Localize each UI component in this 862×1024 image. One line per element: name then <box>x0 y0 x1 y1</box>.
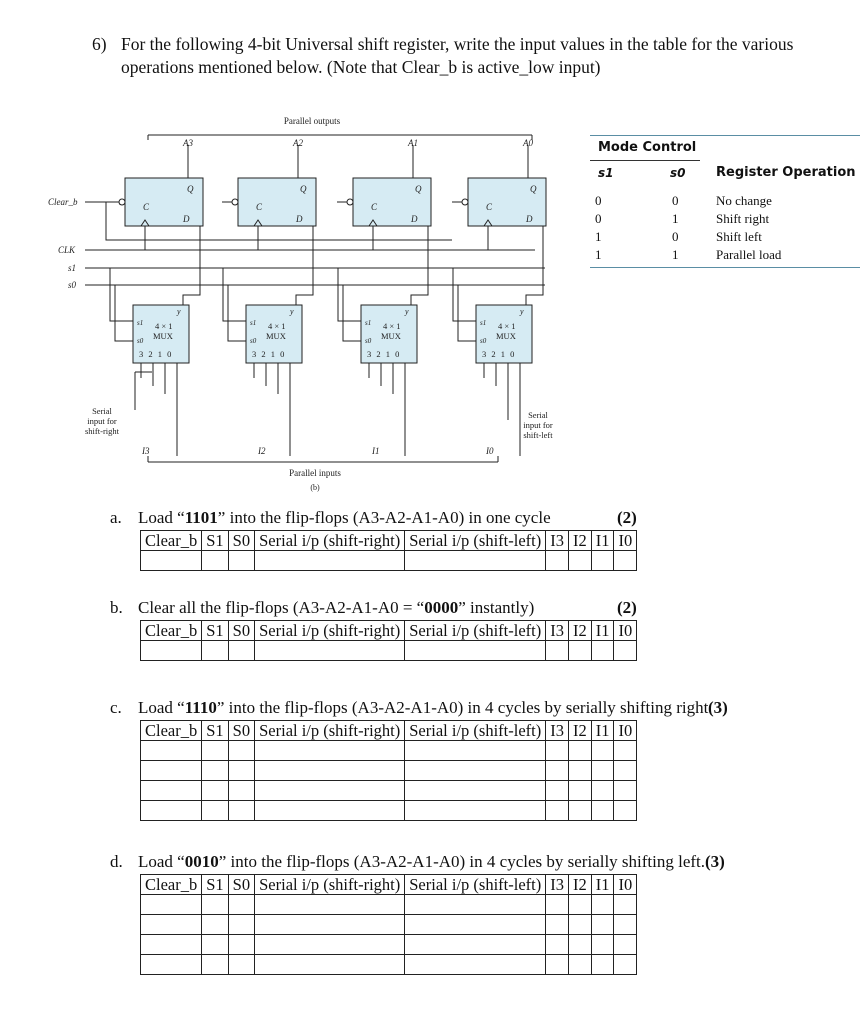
answer-cell[interactable] <box>228 761 254 781</box>
answer-cell[interactable] <box>568 955 591 975</box>
answer-cell[interactable] <box>591 935 614 955</box>
answer-cell[interactable] <box>228 641 254 661</box>
serial-right-label-2: input for <box>87 416 117 426</box>
answer-row <box>141 955 637 975</box>
answer-cell[interactable] <box>568 761 591 781</box>
header-cell: Clear_b <box>141 721 202 741</box>
mux-y-label: y <box>177 307 181 316</box>
answer-cell[interactable] <box>255 895 405 915</box>
header-cell: I0 <box>614 875 637 895</box>
question-number: 6) <box>92 34 107 54</box>
serial-right-label-3: shift-right <box>85 426 119 436</box>
mux-inputs-label: 3 2 1 0 <box>139 349 173 359</box>
mux-to-ff-wire <box>183 226 200 305</box>
answer-cell[interactable] <box>614 935 637 955</box>
ff-d-label: D <box>183 214 190 224</box>
part-letter: a. <box>110 508 122 527</box>
s1-label: s1 <box>68 263 77 273</box>
parallel-outputs-label: Parallel outputs <box>283 116 341 126</box>
header-cell: Serial i/p (shift-right) <box>255 875 405 895</box>
answer-cell[interactable] <box>202 761 228 781</box>
answer-cell[interactable] <box>202 895 228 915</box>
mux-s0-label: s0 <box>137 337 144 345</box>
output-a3-label: A3 <box>183 138 193 148</box>
answer-cell[interactable] <box>202 801 228 821</box>
header-cell: Clear_b <box>141 621 202 641</box>
s0-wire <box>458 285 476 341</box>
answer-cell[interactable] <box>141 781 202 801</box>
answer-cell[interactable] <box>228 895 254 915</box>
answer-cell[interactable] <box>255 551 405 571</box>
header-cell: I1 <box>591 531 614 551</box>
answer-cell[interactable] <box>546 895 569 915</box>
answer-cell[interactable] <box>405 895 546 915</box>
answer-cell[interactable] <box>141 641 202 661</box>
mode-control-title: Mode Control <box>598 140 697 155</box>
mode-row-s0: 1 <box>672 247 679 262</box>
ff-c-label: C <box>256 202 263 212</box>
answer-cell[interactable] <box>546 641 569 661</box>
header-cell: I3 <box>546 621 569 641</box>
mux-to-ff-wire <box>526 226 543 305</box>
register-stages <box>85 178 546 456</box>
header-cell: I0 <box>614 621 637 641</box>
part-text-bold: 0010 <box>184 852 219 871</box>
mode-row <box>590 211 860 229</box>
answer-cell[interactable] <box>591 895 614 915</box>
answer-cell[interactable] <box>405 935 546 955</box>
part-text <box>138 698 708 718</box>
part-marks: (3) <box>705 852 725 871</box>
header-cell: I2 <box>568 621 591 641</box>
header-cell: Serial i/p (shift-left) <box>405 621 546 641</box>
mode-control-s0-header: s0 <box>670 166 686 180</box>
s1-wire <box>110 268 133 321</box>
answer-cell[interactable] <box>591 641 614 661</box>
answer-cell[interactable] <box>405 955 546 975</box>
mode-control-top-rule <box>590 135 860 136</box>
ff-d-label: D <box>526 214 533 224</box>
output-a2-label: A2 <box>293 138 303 148</box>
answer-row <box>141 895 637 915</box>
header-cell: Serial i/p (shift-left) <box>405 531 546 551</box>
answer-cell[interactable] <box>614 915 637 935</box>
header-cell: I2 <box>568 721 591 741</box>
answer-cell[interactable] <box>591 741 614 761</box>
header-cell: I3 <box>546 875 569 895</box>
answer-row <box>141 781 637 801</box>
answer-cell[interactable] <box>614 801 637 821</box>
ff-d-label: D <box>411 214 418 224</box>
header-cell: S0 <box>228 621 254 641</box>
answer-cell[interactable] <box>614 761 637 781</box>
answer-cell[interactable] <box>614 741 637 761</box>
header-cell: I1 <box>591 621 614 641</box>
answer-table <box>140 874 637 975</box>
header-cell: S0 <box>228 531 254 551</box>
s0-wire <box>115 285 133 341</box>
answer-cell[interactable] <box>568 781 591 801</box>
header-cell: I2 <box>568 875 591 895</box>
output-a1-label: A1 <box>408 138 418 148</box>
ff-c-label: C <box>143 202 150 212</box>
mux-s0-label: s0 <box>250 337 257 345</box>
header-cell: S1 <box>202 875 228 895</box>
answer-cell[interactable] <box>614 955 637 975</box>
part-marks: (3) <box>708 698 728 717</box>
serial-left-label-1: Serial <box>528 410 548 420</box>
answer-cell[interactable] <box>405 915 546 935</box>
answer-cell[interactable] <box>202 641 228 661</box>
answer-cell[interactable] <box>228 781 254 801</box>
clear-b-label: Clear_b <box>48 197 78 207</box>
mux-inputs-label: 3 2 1 0 <box>367 349 401 359</box>
mux-label-1: 4 × 1 <box>383 321 401 331</box>
mux-s0-label: s0 <box>365 337 372 345</box>
answer-cell[interactable] <box>141 935 202 955</box>
answer-table-header <box>141 875 637 895</box>
s0-label: s0 <box>68 280 77 290</box>
header-cell: S0 <box>228 721 254 741</box>
answer-cell[interactable] <box>202 781 228 801</box>
answer-cell[interactable] <box>568 801 591 821</box>
s1-wire <box>453 268 476 321</box>
serial-left-label-3: shift-left <box>523 430 553 440</box>
answer-cell[interactable] <box>202 935 228 955</box>
answer-cell[interactable] <box>546 801 569 821</box>
header-cell: Serial i/p (shift-left) <box>405 875 546 895</box>
answer-cell[interactable] <box>591 915 614 935</box>
answer-cell[interactable] <box>591 955 614 975</box>
header-cell: S0 <box>228 875 254 895</box>
mux-label-1: 4 × 1 <box>498 321 516 331</box>
output-a0-label: A0 <box>523 138 533 148</box>
input-i3-label: I3 <box>142 446 150 456</box>
mode-row-op: Parallel load <box>716 247 782 262</box>
part-text-pre: Clear all the flip-flops (A3-A2-A1-A0 = “ <box>138 598 425 617</box>
header-cell: Clear_b <box>141 875 202 895</box>
answer-cell[interactable] <box>568 935 591 955</box>
s0-wire <box>228 285 246 341</box>
figure-label: (b) <box>310 483 320 492</box>
part-text <box>138 852 705 872</box>
mux-label-1: 4 × 1 <box>155 321 173 331</box>
answer-cell[interactable] <box>546 761 569 781</box>
clear-bubble <box>119 199 125 205</box>
answer-cell[interactable] <box>255 741 405 761</box>
ff-q-label: Q <box>300 184 307 194</box>
mode-row-op: Shift right <box>716 211 770 226</box>
mux-s1-label: s1 <box>480 319 487 327</box>
header-cell: I1 <box>591 875 614 895</box>
header-cell: I3 <box>546 721 569 741</box>
answer-cell[interactable] <box>546 935 569 955</box>
clk-label: CLK <box>58 245 76 255</box>
part-text-post: ” into the flip-flops (A3-A2-A1-A0) in one cycle <box>217 508 551 527</box>
answer-cell[interactable] <box>568 895 591 915</box>
answer-table <box>140 530 637 571</box>
header-cell: I0 <box>614 721 637 741</box>
part-text-pre: Load “ <box>138 698 185 717</box>
s0-wire <box>343 285 361 341</box>
part-letter: c. <box>110 698 122 717</box>
answer-row <box>141 801 637 821</box>
header-cell: S1 <box>202 621 228 641</box>
answer-cell[interactable] <box>614 895 637 915</box>
answer-cell[interactable] <box>228 955 254 975</box>
mode-row-s1: 1 <box>595 229 602 244</box>
mode-row-s0: 0 <box>672 193 679 208</box>
mux-s1-label: s1 <box>137 319 144 327</box>
answer-cell[interactable] <box>405 801 546 821</box>
answer-table <box>140 720 637 821</box>
answer-cell[interactable] <box>255 641 405 661</box>
part-text-bold: 1110 <box>184 698 217 717</box>
header-cell: I3 <box>546 531 569 551</box>
answer-row <box>141 641 637 661</box>
ff-q-label: Q <box>530 184 537 194</box>
answer-cell[interactable] <box>546 915 569 935</box>
answer-table <box>140 620 637 661</box>
answer-cell[interactable] <box>405 761 546 781</box>
header-cell: Serial i/p (shift-right) <box>255 531 405 551</box>
answer-cell[interactable] <box>228 935 254 955</box>
mux-label-2: MUX <box>153 331 173 341</box>
mode-row <box>590 247 860 265</box>
mode-row-op: Shift left <box>716 229 762 244</box>
mux-y-label: y <box>405 307 409 316</box>
clear-bubble <box>462 199 468 205</box>
mode-row-s1: 0 <box>595 193 602 208</box>
mode-control-sub-rule <box>590 160 700 161</box>
answer-cell[interactable] <box>202 915 228 935</box>
answer-cell[interactable] <box>255 915 405 935</box>
part-text-bold: 0000 <box>424 598 459 617</box>
header-cell: I0 <box>614 531 637 551</box>
answer-cell[interactable] <box>568 915 591 935</box>
answer-cell[interactable] <box>141 741 202 761</box>
mode-row <box>590 229 860 247</box>
mux-to-ff-wire <box>296 226 313 305</box>
answer-cell[interactable] <box>141 955 202 975</box>
answer-table-header <box>141 621 637 641</box>
header-cell: Clear_b <box>141 531 202 551</box>
answer-cell[interactable] <box>405 551 546 571</box>
answer-cell[interactable] <box>228 741 254 761</box>
ff-c-label: C <box>486 202 493 212</box>
part-marks: (2) <box>617 598 637 617</box>
mux-inputs-label: 3 2 1 0 <box>482 349 516 359</box>
mux-label-2: MUX <box>496 331 516 341</box>
answer-cell[interactable] <box>614 641 637 661</box>
answer-cell[interactable] <box>546 955 569 975</box>
answer-cell[interactable] <box>546 781 569 801</box>
parallel-inputs-label: Parallel inputs <box>289 468 341 478</box>
mode-row-s1: 1 <box>595 247 602 262</box>
answer-cell[interactable] <box>591 761 614 781</box>
mux-to-ff-wire <box>411 226 428 305</box>
mode-row <box>590 193 860 211</box>
answer-cell[interactable] <box>614 781 637 801</box>
s1-wire <box>338 268 361 321</box>
s1-wire <box>223 268 246 321</box>
answer-cell[interactable] <box>255 761 405 781</box>
answer-cell[interactable] <box>255 955 405 975</box>
part-letter: d. <box>110 852 123 871</box>
answer-cell[interactable] <box>202 551 228 571</box>
shift-register-circuit <box>40 110 570 495</box>
part-text-post: ” instantly) <box>458 598 535 617</box>
mode-row-s0: 1 <box>672 211 679 226</box>
answer-cell[interactable] <box>202 955 228 975</box>
input-i2-label: I2 <box>258 446 266 456</box>
answer-cell[interactable] <box>255 801 405 821</box>
part-letter: b. <box>110 598 123 617</box>
answer-row <box>141 915 637 935</box>
header-cell: I2 <box>568 531 591 551</box>
input-i0-label: I0 <box>486 446 494 456</box>
header-cell: Serial i/p (shift-right) <box>255 621 405 641</box>
mux-s1-label: s1 <box>365 319 372 327</box>
ff-d-label: D <box>296 214 303 224</box>
answer-table-header <box>141 531 637 551</box>
mode-row-s0: 0 <box>672 229 679 244</box>
mux-y-label: y <box>520 307 524 316</box>
mode-control-bottom-rule <box>590 267 860 268</box>
serial-left-label-2: input for <box>523 420 553 430</box>
mux-y-label: y <box>290 307 294 316</box>
part-text-pre: Load “ <box>138 508 185 527</box>
answer-cell[interactable] <box>228 551 254 571</box>
answer-cell[interactable] <box>591 551 614 571</box>
mode-control-op-header: Register Operation <box>716 165 856 180</box>
input-i1-label: I1 <box>372 446 380 456</box>
answer-cell[interactable] <box>546 741 569 761</box>
part-text-post: ” into the flip-flops (A3-A2-A1-A0) in 4 cycles by serially shifting right <box>216 698 709 717</box>
answer-cell[interactable] <box>141 551 202 571</box>
part-text <box>138 508 551 528</box>
ff-q-label: Q <box>187 184 194 194</box>
mode-control-s1-header: s1 <box>598 166 614 180</box>
mux-inputs-label: 3 2 1 0 <box>252 349 286 359</box>
mode-row-s1: 0 <box>595 211 602 226</box>
answer-cell[interactable] <box>614 551 637 571</box>
serial-right-label-1: Serial <box>92 406 112 416</box>
answer-cell[interactable] <box>405 741 546 761</box>
answer-cell[interactable] <box>591 801 614 821</box>
answer-row <box>141 741 637 761</box>
answer-cell[interactable] <box>568 741 591 761</box>
answer-cell[interactable] <box>568 551 591 571</box>
ff-q-label: Q <box>415 184 422 194</box>
part-marks: (2) <box>617 508 637 527</box>
answer-cell[interactable] <box>568 641 591 661</box>
ff-c-label: C <box>371 202 378 212</box>
answer-cell[interactable] <box>141 915 202 935</box>
answer-cell[interactable] <box>255 781 405 801</box>
answer-table-header <box>141 721 637 741</box>
part-text-bold: 1101 <box>184 508 218 527</box>
answer-cell[interactable] <box>202 741 228 761</box>
answer-cell[interactable] <box>405 641 546 661</box>
mux-label-2: MUX <box>381 331 401 341</box>
header-cell: Serial i/p (shift-right) <box>255 721 405 741</box>
answer-cell[interactable] <box>591 781 614 801</box>
mux-label-1: 4 × 1 <box>268 321 286 331</box>
answer-cell[interactable] <box>255 935 405 955</box>
clear-bubble <box>232 199 238 205</box>
mux-s1-label: s1 <box>250 319 257 327</box>
answer-cell[interactable] <box>228 915 254 935</box>
answer-cell[interactable] <box>228 801 254 821</box>
part-text-post: ” into the flip-flops (A3-A2-A1-A0) in 4 cycles by serially shifting left. <box>218 852 706 871</box>
answer-cell[interactable] <box>141 761 202 781</box>
answer-cell[interactable] <box>141 801 202 821</box>
answer-cell[interactable] <box>405 781 546 801</box>
answer-row <box>141 761 637 781</box>
answer-cell[interactable] <box>546 551 569 571</box>
answer-row <box>141 551 637 571</box>
answer-row <box>141 935 637 955</box>
mux-s0-label: s0 <box>480 337 487 345</box>
part-text <box>138 598 534 618</box>
question-text: For the following 4-bit Universal shift register, write the input values in the table for the various operations mentioned below. (Note that Clear_b is active_low input) <box>121 34 794 77</box>
header-cell: S1 <box>202 531 228 551</box>
mode-row-op: No change <box>716 193 772 208</box>
clear-bubble <box>347 199 353 205</box>
part-text-pre: Load “ <box>138 852 185 871</box>
header-cell: S1 <box>202 721 228 741</box>
answer-cell[interactable] <box>141 895 202 915</box>
header-cell: Serial i/p (shift-left) <box>405 721 546 741</box>
mux-label-2: MUX <box>266 331 286 341</box>
header-cell: I1 <box>591 721 614 741</box>
